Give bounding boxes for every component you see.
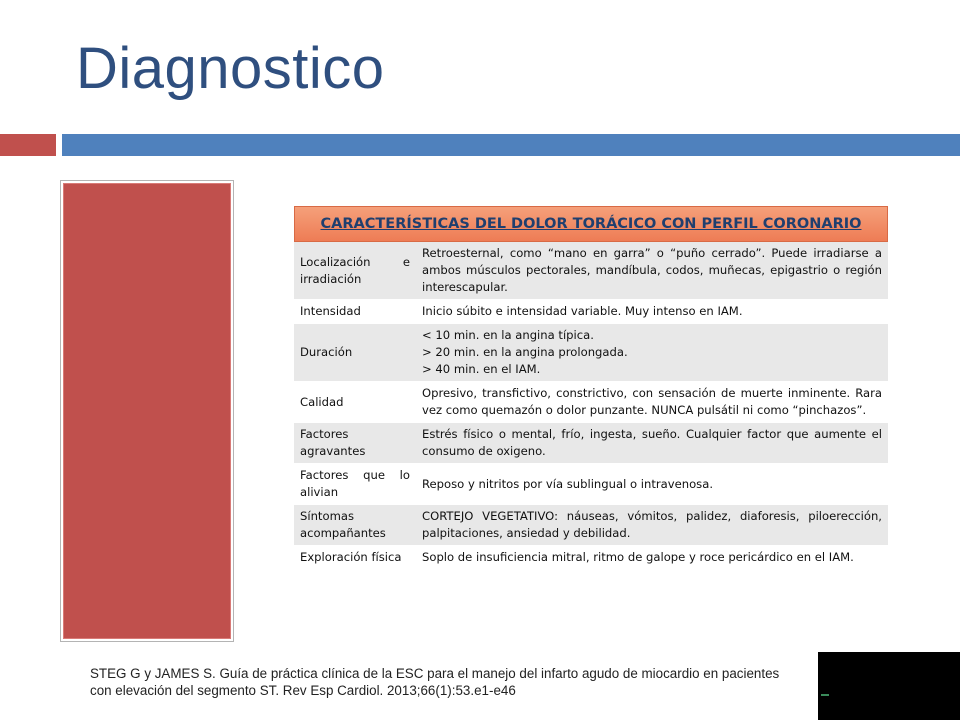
row-value: Reposo y nitritos por vía sublingual o intravenosa. (416, 464, 888, 505)
table-row (294, 324, 888, 382)
table-row (294, 464, 888, 505)
table-header: CARACTERÍSTICAS DEL DOLOR TORÁCICO CON PERFIL CORONARIO (294, 206, 888, 242)
table-row (294, 242, 888, 300)
row-value: Opresivo, transfictivo, constrictivo, con sensación de muerte inminente. Rara vez como quemazón o dolor punzante. NUNCA pulsátil ni como “pinchazos”. (416, 382, 888, 423)
row-key: Síntomas acompañantes (294, 505, 416, 546)
row-key: Factores que lo alivian (294, 464, 416, 505)
duration-line: > 20 min. en la angina prolongada. (422, 345, 628, 359)
duration-line: < 10 min. en la angina típica. (422, 328, 594, 342)
row-key: Factores agravantes (294, 423, 416, 464)
chest-pain-table (294, 206, 888, 570)
row-value: Retroesternal, como “mano en garra” o “puño cerrado”. Puede irradiarse a ambos músculos pectorales, mandíbula, codos, muñecas, epigastrio o región interescapular. (416, 242, 888, 300)
table-row (294, 423, 888, 464)
video-thumbnail[interactable] (818, 652, 960, 720)
citation-text: STEG G y JAMES S. Guía de práctica clínica de la ESC para el manejo del infarto agudo de miocardio en pacientes con elevación del segmento ST. Rev Esp Cardiol. 2013;66(1):53.e1-e46 (90, 666, 780, 698)
row-key: Exploración física (294, 546, 416, 570)
row-key: Calidad (294, 382, 416, 423)
row-value: Soplo de insuficiencia mitral, ritmo de galope y roce pericárdico en el IAM. (416, 546, 888, 570)
table-row (294, 382, 888, 423)
table-row (294, 505, 888, 546)
title-underline-red-bar (0, 134, 56, 156)
table-body (294, 242, 888, 570)
table-row (294, 300, 888, 324)
table-row (294, 546, 888, 570)
row-value: Inicio súbito e intensidad variable. Muy intenso en IAM. (416, 300, 888, 324)
row-value: CORTEJO VEGETATIVO: náuseas, vómitos, palidez, diaforesis, piloerección, palpitaciones, ansiedad y debilidad. (416, 505, 888, 546)
slide-title: Diagnostico (76, 36, 385, 101)
row-value (416, 324, 888, 382)
row-key: Duración (294, 324, 416, 382)
video-progress-mark (821, 694, 829, 696)
row-value: Estrés físico o mental, frío, ingesta, sueño. Cualquier factor que aumente el consumo de oxigeno. (416, 423, 888, 464)
title-underline-blue-bar (62, 134, 960, 156)
side-panel-fill (63, 183, 231, 639)
side-decorative-panel (60, 180, 234, 642)
duration-line: > 40 min. en el IAM. (422, 362, 541, 376)
row-key: Localización e irradiación (294, 242, 416, 300)
row-key: Intensidad (294, 300, 416, 324)
